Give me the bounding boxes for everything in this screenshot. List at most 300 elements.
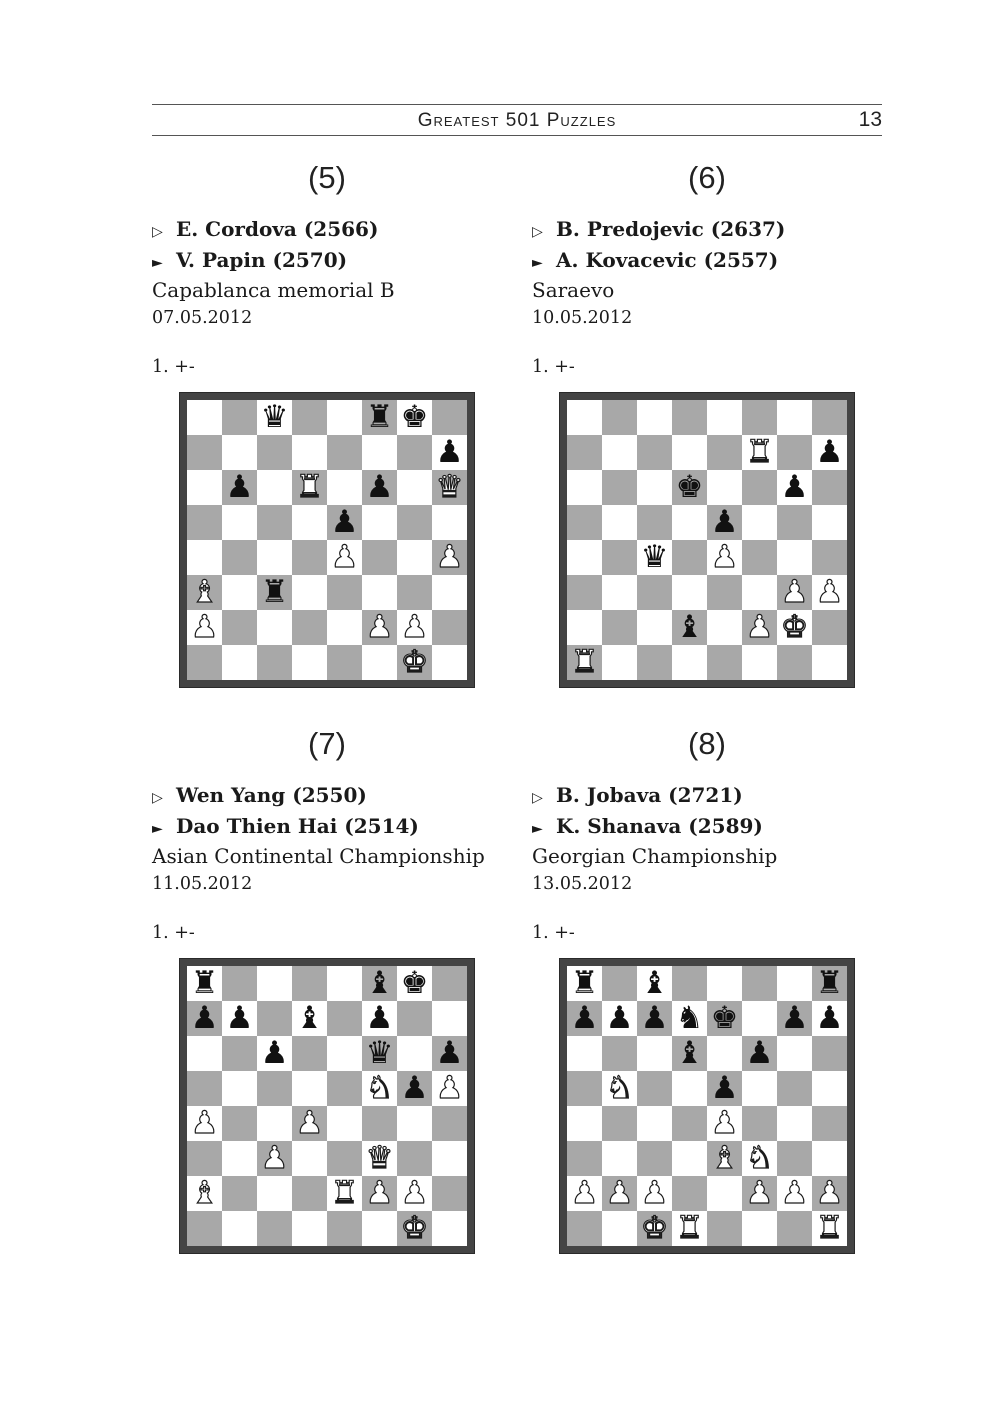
chess-board (187, 400, 467, 680)
square-e3 (327, 575, 362, 610)
square-f5 (742, 505, 777, 540)
square-h8 (432, 966, 467, 1001)
square-b1 (222, 645, 257, 680)
square-c1 (637, 645, 672, 680)
black-queen-icon: ♛ (260, 399, 289, 435)
black-pawn-icon: ♟ (815, 1000, 844, 1036)
square-f6 (742, 470, 777, 505)
black-pawn-icon: ♟ (780, 469, 809, 505)
square-c3 (637, 1141, 672, 1176)
square-a2 (567, 1176, 602, 1211)
square-a8 (567, 400, 602, 435)
black-rook-icon: ♜ (570, 965, 599, 1001)
white-king-icon: ♚ (400, 644, 429, 680)
white-pawn-icon: ♟ (710, 539, 739, 575)
square-d4 (292, 1106, 327, 1141)
square-g5 (777, 1071, 812, 1106)
black-pawn-icon: ♟ (365, 1000, 394, 1036)
black-king-icon: ♚ (400, 399, 429, 435)
square-d1 (292, 645, 327, 680)
square-d1 (672, 645, 707, 680)
square-b8 (602, 400, 637, 435)
square-c2 (257, 610, 292, 645)
square-g2 (397, 610, 432, 645)
square-e5 (327, 505, 362, 540)
black-rook-icon: ♜ (260, 574, 289, 610)
black-king-icon: ♚ (675, 469, 704, 505)
white-pawn-icon: ♟ (260, 1140, 289, 1176)
game-info (152, 782, 485, 898)
square-f5 (742, 1071, 777, 1106)
square-c2 (257, 1176, 292, 1211)
square-a3 (187, 1141, 222, 1176)
game-date: 13.05.2012 (532, 873, 633, 894)
square-h1 (812, 645, 847, 680)
square-g6 (397, 470, 432, 505)
square-e4 (327, 540, 362, 575)
square-f3 (742, 575, 777, 610)
square-f4 (362, 1106, 397, 1141)
square-e5 (327, 1071, 362, 1106)
puzzle-number: (7) (308, 726, 346, 761)
square-g3 (397, 1141, 432, 1176)
square-a3 (187, 575, 222, 610)
square-h3 (812, 575, 847, 610)
square-h2 (812, 1176, 847, 1211)
white-knight-icon: ♞ (365, 1070, 394, 1106)
square-a6 (187, 470, 222, 505)
square-a1 (567, 645, 602, 680)
black-king-icon: ♚ (400, 965, 429, 1001)
square-e6 (707, 470, 742, 505)
square-f5 (362, 1071, 397, 1106)
white-king-icon: ♚ (780, 609, 809, 645)
square-f2 (742, 1176, 777, 1211)
square-b2 (602, 1176, 637, 1211)
square-b5 (602, 505, 637, 540)
black-pawn-icon: ♟ (225, 469, 254, 505)
square-c6 (637, 1036, 672, 1071)
square-d1 (292, 1211, 327, 1246)
black-player: K. Shanava (2589) (556, 813, 763, 838)
square-a6 (567, 470, 602, 505)
square-g5 (777, 505, 812, 540)
square-g8 (397, 400, 432, 435)
square-a8 (567, 966, 602, 1001)
square-d5 (672, 1071, 707, 1106)
square-b6 (222, 1036, 257, 1071)
white-pawn-icon: ♟ (570, 1175, 599, 1211)
square-b4 (222, 1106, 257, 1141)
white-to-move-marker: ▷ (152, 224, 163, 240)
square-a3 (567, 575, 602, 610)
square-a5 (187, 1071, 222, 1106)
square-f3 (742, 1141, 777, 1176)
square-h4 (812, 540, 847, 575)
square-b7 (222, 435, 257, 470)
square-b4 (602, 540, 637, 575)
square-b7 (602, 435, 637, 470)
square-c6 (257, 470, 292, 505)
square-d2 (672, 1176, 707, 1211)
black-pawn-icon: ♟ (815, 434, 844, 470)
event-name: Georgian Championship (532, 844, 778, 868)
square-h1 (812, 1211, 847, 1246)
square-h2 (432, 610, 467, 645)
white-pawn-icon: ♟ (365, 1175, 394, 1211)
square-d8 (292, 400, 327, 435)
white-bishop-icon: ♝ (190, 574, 219, 610)
white-to-move-marker: ▷ (152, 790, 163, 806)
square-a5 (567, 505, 602, 540)
square-g7 (777, 435, 812, 470)
chess-board-frame (179, 958, 475, 1254)
square-g4 (777, 1106, 812, 1141)
black-pawn-icon: ♟ (435, 434, 464, 470)
square-a6 (567, 1036, 602, 1071)
white-pawn-icon: ♟ (815, 1175, 844, 1211)
square-d8 (672, 966, 707, 1001)
square-a4 (187, 1106, 222, 1141)
square-f1 (362, 1211, 397, 1246)
white-player-line (532, 216, 785, 247)
square-e7 (327, 1001, 362, 1036)
square-f8 (742, 966, 777, 1001)
square-h1 (432, 1211, 467, 1246)
square-g7 (397, 1001, 432, 1036)
puzzle-8 (532, 726, 912, 1286)
square-c3 (637, 575, 672, 610)
square-e3 (707, 1141, 742, 1176)
square-b2 (222, 1176, 257, 1211)
square-a7 (567, 435, 602, 470)
square-h8 (812, 400, 847, 435)
black-queen-icon: ♛ (640, 539, 669, 575)
square-d4 (672, 540, 707, 575)
running-header (152, 104, 882, 136)
game-info (152, 216, 395, 332)
square-b6 (222, 470, 257, 505)
white-pawn-icon: ♟ (435, 539, 464, 575)
square-a8 (187, 966, 222, 1001)
black-pawn-icon: ♟ (190, 1000, 219, 1036)
square-b2 (602, 610, 637, 645)
square-a5 (187, 505, 222, 540)
square-h8 (812, 966, 847, 1001)
square-d6 (672, 470, 707, 505)
game-date: 10.05.2012 (532, 307, 633, 328)
square-f4 (742, 540, 777, 575)
chess-board (567, 966, 847, 1246)
square-d6 (672, 1036, 707, 1071)
square-c2 (637, 1176, 672, 1211)
square-f7 (362, 1001, 397, 1036)
square-d5 (292, 1071, 327, 1106)
square-g1 (397, 645, 432, 680)
black-pawn-icon: ♟ (780, 1000, 809, 1036)
square-a8 (187, 400, 222, 435)
square-e6 (707, 1036, 742, 1071)
white-knight-icon: ♞ (745, 1140, 774, 1176)
square-e1 (327, 645, 362, 680)
square-h4 (432, 1106, 467, 1141)
square-c3 (257, 1141, 292, 1176)
black-pawn-icon: ♟ (710, 1070, 739, 1106)
square-b1 (602, 1211, 637, 1246)
square-c1 (257, 645, 292, 680)
white-pawn-icon: ♟ (295, 1105, 324, 1141)
square-c3 (257, 575, 292, 610)
square-c7 (257, 1001, 292, 1036)
square-g4 (397, 1106, 432, 1141)
square-c8 (257, 966, 292, 1001)
chess-board-frame (179, 392, 475, 688)
black-marker: ► (532, 254, 543, 271)
square-b1 (602, 645, 637, 680)
square-f8 (362, 400, 397, 435)
white-player-line (532, 782, 777, 813)
square-h3 (432, 1141, 467, 1176)
black-queen-icon: ♛ (365, 1035, 394, 1071)
square-h3 (432, 575, 467, 610)
chess-board (187, 966, 467, 1246)
white-pawn-icon: ♟ (780, 574, 809, 610)
chess-board-frame (559, 392, 855, 688)
square-c7 (257, 435, 292, 470)
square-d7 (292, 435, 327, 470)
square-f3 (362, 1141, 397, 1176)
square-e4 (707, 1106, 742, 1141)
square-g4 (777, 540, 812, 575)
white-to-move-marker: ▷ (532, 224, 543, 240)
white-bishop-icon: ♝ (710, 1140, 739, 1176)
square-d7 (672, 435, 707, 470)
square-e1 (707, 645, 742, 680)
square-d5 (672, 505, 707, 540)
white-queen-icon: ♛ (435, 469, 464, 505)
black-pawn-icon: ♟ (260, 1035, 289, 1071)
square-f2 (362, 610, 397, 645)
square-c2 (637, 610, 672, 645)
square-h5 (812, 505, 847, 540)
game-info (532, 216, 785, 332)
event-name: Asian Continental Championship (152, 844, 485, 868)
square-c1 (637, 1211, 672, 1246)
square-e7 (707, 1001, 742, 1036)
square-a6 (187, 1036, 222, 1071)
square-e3 (327, 1141, 362, 1176)
square-a3 (567, 1141, 602, 1176)
square-a2 (567, 610, 602, 645)
square-f1 (362, 645, 397, 680)
black-bishop-icon: ♝ (640, 965, 669, 1001)
square-e5 (707, 1071, 742, 1106)
black-player: Dao Thien Hai (2514) (176, 813, 419, 838)
square-f8 (742, 400, 777, 435)
black-rook-icon: ♜ (190, 965, 219, 1001)
black-bishop-icon: ♝ (675, 1035, 704, 1071)
square-g5 (397, 1071, 432, 1106)
square-b3 (602, 1141, 637, 1176)
game-date: 07.05.2012 (152, 307, 253, 328)
game-info (532, 782, 777, 898)
puzzle-7 (152, 726, 532, 1286)
square-b3 (222, 575, 257, 610)
square-f2 (742, 610, 777, 645)
square-c8 (637, 400, 672, 435)
square-h5 (812, 1071, 847, 1106)
square-f7 (742, 435, 777, 470)
page-number: 13 (858, 108, 882, 131)
puzzle-5 (152, 160, 532, 720)
solution-result: 1. +- (152, 923, 195, 943)
book-title: Greatest 501 Puzzles (417, 110, 617, 131)
square-c5 (257, 1071, 292, 1106)
white-queen-icon: ♛ (365, 1140, 394, 1176)
solution-result: 1. +- (152, 357, 195, 377)
black-player-line (532, 813, 777, 844)
square-d7 (292, 1001, 327, 1036)
square-b3 (222, 1141, 257, 1176)
square-d4 (292, 540, 327, 575)
square-e7 (707, 435, 742, 470)
black-rook-icon: ♜ (365, 399, 394, 435)
square-b6 (602, 1036, 637, 1071)
square-f4 (362, 540, 397, 575)
black-player: A. Kovacevic (2557) (556, 247, 779, 272)
square-d8 (292, 966, 327, 1001)
white-pawn-icon: ♟ (400, 1175, 429, 1211)
square-c4 (637, 540, 672, 575)
square-d6 (292, 1036, 327, 1071)
square-a7 (187, 435, 222, 470)
square-d2 (292, 610, 327, 645)
black-player-line (532, 247, 785, 278)
square-d7 (672, 1001, 707, 1036)
square-g3 (397, 575, 432, 610)
square-g8 (777, 400, 812, 435)
white-player: B. Predojevic (2637) (556, 217, 786, 241)
chess-board (567, 400, 847, 680)
square-d3 (292, 575, 327, 610)
square-a2 (187, 610, 222, 645)
square-c4 (637, 1106, 672, 1141)
square-a7 (187, 1001, 222, 1036)
square-g6 (397, 1036, 432, 1071)
square-b5 (222, 1071, 257, 1106)
black-pawn-icon: ♟ (710, 504, 739, 540)
square-b3 (602, 575, 637, 610)
square-b4 (602, 1106, 637, 1141)
square-c7 (637, 435, 672, 470)
square-e7 (327, 435, 362, 470)
square-c5 (637, 505, 672, 540)
event-name: Saraevo (532, 278, 615, 302)
square-a1 (187, 645, 222, 680)
black-bishop-icon: ♝ (365, 965, 394, 1001)
square-g6 (777, 1036, 812, 1071)
square-h6 (432, 470, 467, 505)
square-a1 (567, 1211, 602, 1246)
square-f1 (742, 1211, 777, 1246)
white-knight-icon: ♞ (605, 1070, 634, 1106)
white-pawn-icon: ♟ (190, 1105, 219, 1141)
square-e4 (327, 1106, 362, 1141)
square-g3 (777, 575, 812, 610)
event-name: Capablanca memorial B (152, 278, 395, 302)
square-g2 (777, 1176, 812, 1211)
square-b8 (222, 400, 257, 435)
square-h5 (432, 1071, 467, 1106)
white-rook-icon: ♜ (570, 644, 599, 680)
square-e8 (707, 966, 742, 1001)
black-player-line (152, 247, 395, 278)
square-b6 (602, 470, 637, 505)
black-pawn-icon: ♟ (570, 1000, 599, 1036)
square-d3 (292, 1141, 327, 1176)
square-d1 (672, 1211, 707, 1246)
square-e8 (327, 400, 362, 435)
square-d4 (672, 1106, 707, 1141)
square-g3 (777, 1141, 812, 1176)
square-d8 (672, 400, 707, 435)
square-e3 (707, 575, 742, 610)
square-h6 (812, 470, 847, 505)
square-e1 (327, 1211, 362, 1246)
square-a4 (567, 1106, 602, 1141)
square-b1 (222, 1211, 257, 1246)
white-pawn-icon: ♟ (710, 1105, 739, 1141)
square-c7 (637, 1001, 672, 1036)
square-d2 (292, 1176, 327, 1211)
square-g2 (397, 1176, 432, 1211)
square-e2 (707, 610, 742, 645)
square-g2 (777, 610, 812, 645)
square-b7 (222, 1001, 257, 1036)
solution-result: 1. +- (532, 357, 575, 377)
square-b7 (602, 1001, 637, 1036)
square-h2 (812, 610, 847, 645)
square-b5 (222, 505, 257, 540)
square-a2 (187, 1176, 222, 1211)
square-h7 (812, 435, 847, 470)
black-pawn-icon: ♟ (640, 1000, 669, 1036)
square-f8 (362, 966, 397, 1001)
square-c4 (257, 540, 292, 575)
square-e4 (707, 540, 742, 575)
black-rook-icon: ♜ (815, 965, 844, 1001)
black-marker: ► (152, 254, 163, 271)
square-h8 (432, 400, 467, 435)
black-pawn-icon: ♟ (365, 469, 394, 505)
black-player: V. Papin (2570) (176, 247, 348, 272)
square-g5 (397, 505, 432, 540)
square-f7 (742, 1001, 777, 1036)
square-c1 (257, 1211, 292, 1246)
square-g1 (397, 1211, 432, 1246)
square-g8 (397, 966, 432, 1001)
white-rook-icon: ♜ (815, 1210, 844, 1246)
square-a7 (567, 1001, 602, 1036)
chess-board-frame (559, 958, 855, 1254)
square-c5 (257, 505, 292, 540)
white-pawn-icon: ♟ (640, 1175, 669, 1211)
square-d6 (292, 470, 327, 505)
square-a1 (187, 1211, 222, 1246)
puzzle-number: (8) (688, 726, 726, 761)
square-a4 (187, 540, 222, 575)
square-h5 (432, 505, 467, 540)
